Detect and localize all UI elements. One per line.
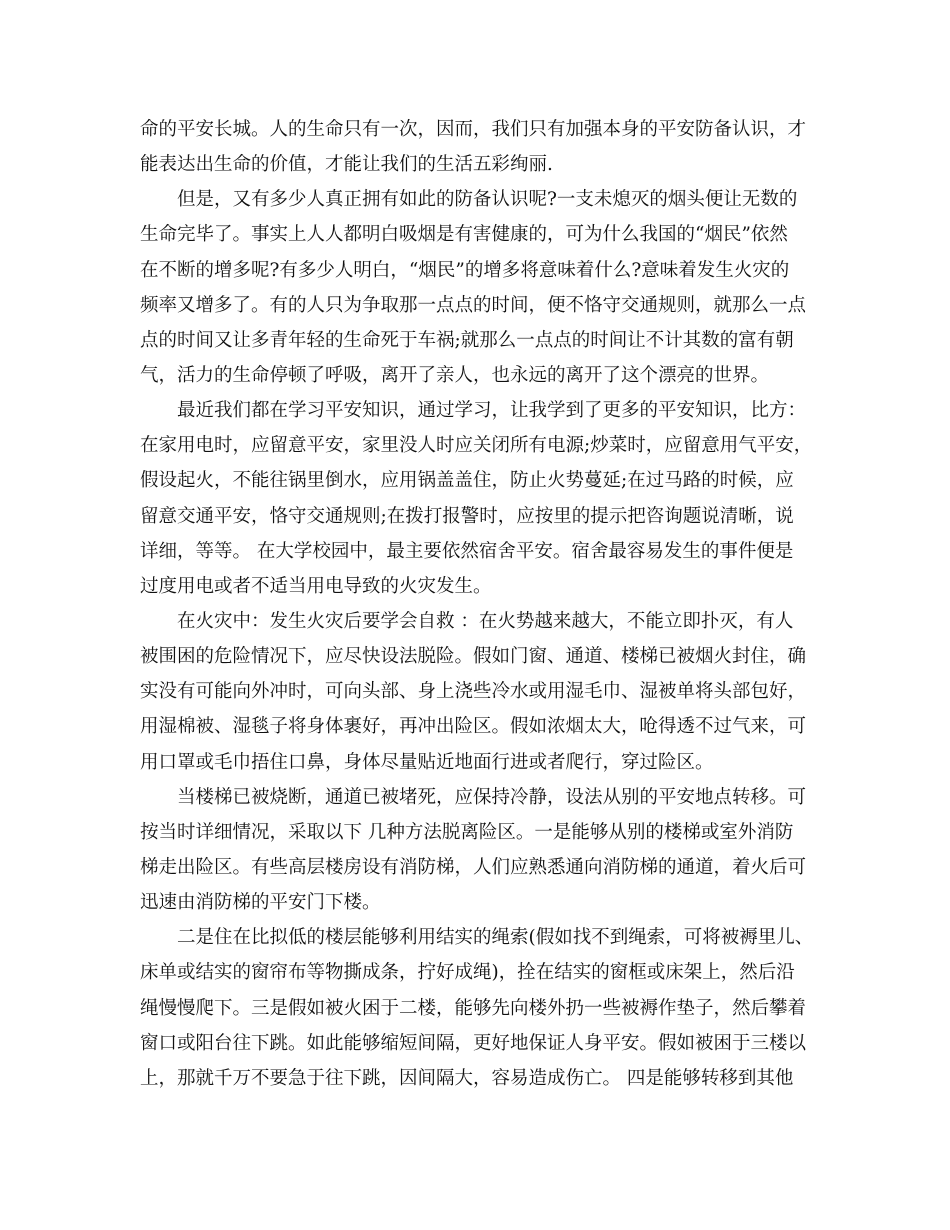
paragraph-first-line: 当楼梯已被烧断，通道已被堵死，应保持冷静，设法从别的平安地点转移。可 xyxy=(177,786,807,808)
text-line: 假设起火，不能往锅里倒水，应用锅盖盖住，防止火势蔓延;在过马路的时候，应 xyxy=(140,470,794,492)
text-line: 被围困的危险情况下，应尽快设法脱险。假如门窗、通道、楼梯已被烟火封住，确 xyxy=(140,646,807,668)
text-line: 生命完毕了。事实上人人都明白吸烟是有害健康的，可为什么我国的“烟民”依然 xyxy=(140,224,788,246)
text-line: 按当时详细情况，采取以下 几种方法脱离险区。一是能够从别的楼梯或室外消防 xyxy=(140,821,794,843)
text-line: 用湿棉被、湿毯子将身体裹好，再冲出险区。假如浓烟太大，呛得透不过气来，可 xyxy=(140,716,807,738)
text-line: 窗口或阳台往下跳。如此能够缩短间隔，更好地保证人身平安。假如被困于三楼以 xyxy=(140,1032,807,1054)
paragraph-first-line: 最近我们都在学习平安知识，通过学习，让我学到了更多的平安知识，比方： xyxy=(177,400,807,422)
text-line: 上，那就千万不要急于往下跳，因间隔大，容易造成伤亡。 四是能够转移到其他 xyxy=(140,1067,794,1089)
text-line: 命的平安长城。人的生命只有一次，因而，我们只有加强本身的平安防备认识，才 xyxy=(140,119,807,140)
text-line: 过度用电或者不适当用电导致的火灾发生。 xyxy=(140,575,492,597)
text-line: 能表达出生命的价值，才能让我们的生活五彩绚丽. xyxy=(140,154,553,176)
text-line: 实没有可能向外冲时，可向头部、身上浇些冷水或用湿毛巾、湿被单将头部包好， xyxy=(140,681,807,703)
text-line: 点的时间又让多青年轻的生命死于车祸;就那么一点点的时间让不计其数的富有朝 xyxy=(140,329,794,351)
text-line: 绳慢慢爬下。三是假如被火困于二楼，能够先向楼外扔一些被褥作垫子，然后攀着 xyxy=(140,997,807,1019)
paragraph-first-line: 二是住在比拟低的楼层能够利用结实的绳索(假如找不到绳索，可将被褥里儿、 xyxy=(177,927,814,949)
text-line: 留意交通平安，恪守交通规则;在拨打报警时，应按里的提示把咨询题说清晰，说 xyxy=(140,505,794,527)
text-line: 气，活力的生命停顿了呼吸，离开了亲人，也永远的离开了这个漂亮的世界。 xyxy=(140,364,770,386)
text-line: 在家用电时，应留意平安，家里没人时应关闭所有电源;炒菜时，应留意用气平安， xyxy=(140,435,813,457)
paragraph-first-line: 但是，又有多少人真正拥有如此的防备认识呢?一支未熄灭的烟头便让无数的 xyxy=(177,189,798,211)
text-line: 用口罩或毛巾捂住口鼻，身体尽量贴近地面行进或者爬行，穿过险区。 xyxy=(140,751,714,773)
text-line: 床单或结实的窗帘布等物撕成条，拧好成绳)，拴在结实的窗框或床架上，然后沿 xyxy=(140,962,795,984)
text-line: 迅速由消防梯的平安门下楼。 xyxy=(140,892,381,914)
text-line: 频率又增多了。有的人只为争取那一点点的时间，便不恪守交通规则，就那么一点 xyxy=(140,294,807,316)
text-line: 详细，等等。 在大学校园中，最主要依然宿舍平安。宿舍最容易发生的事件便是 xyxy=(140,540,794,562)
document-body xyxy=(140,112,820,1096)
text-line: 梯走出险区。有些高层楼房设有消防梯，人们应熟悉通向消防梯的通道，着火后可 xyxy=(140,856,807,878)
paragraph-first-line: 在火灾中：发生火灾后要学会自救 ：在火势越来越大，不能立即扑灭，有人 xyxy=(177,610,794,632)
text-line: 在不断的增多呢?有多少人明白，“烟民”的增多将意味着什么?意味着发生火灾的 xyxy=(140,259,790,281)
